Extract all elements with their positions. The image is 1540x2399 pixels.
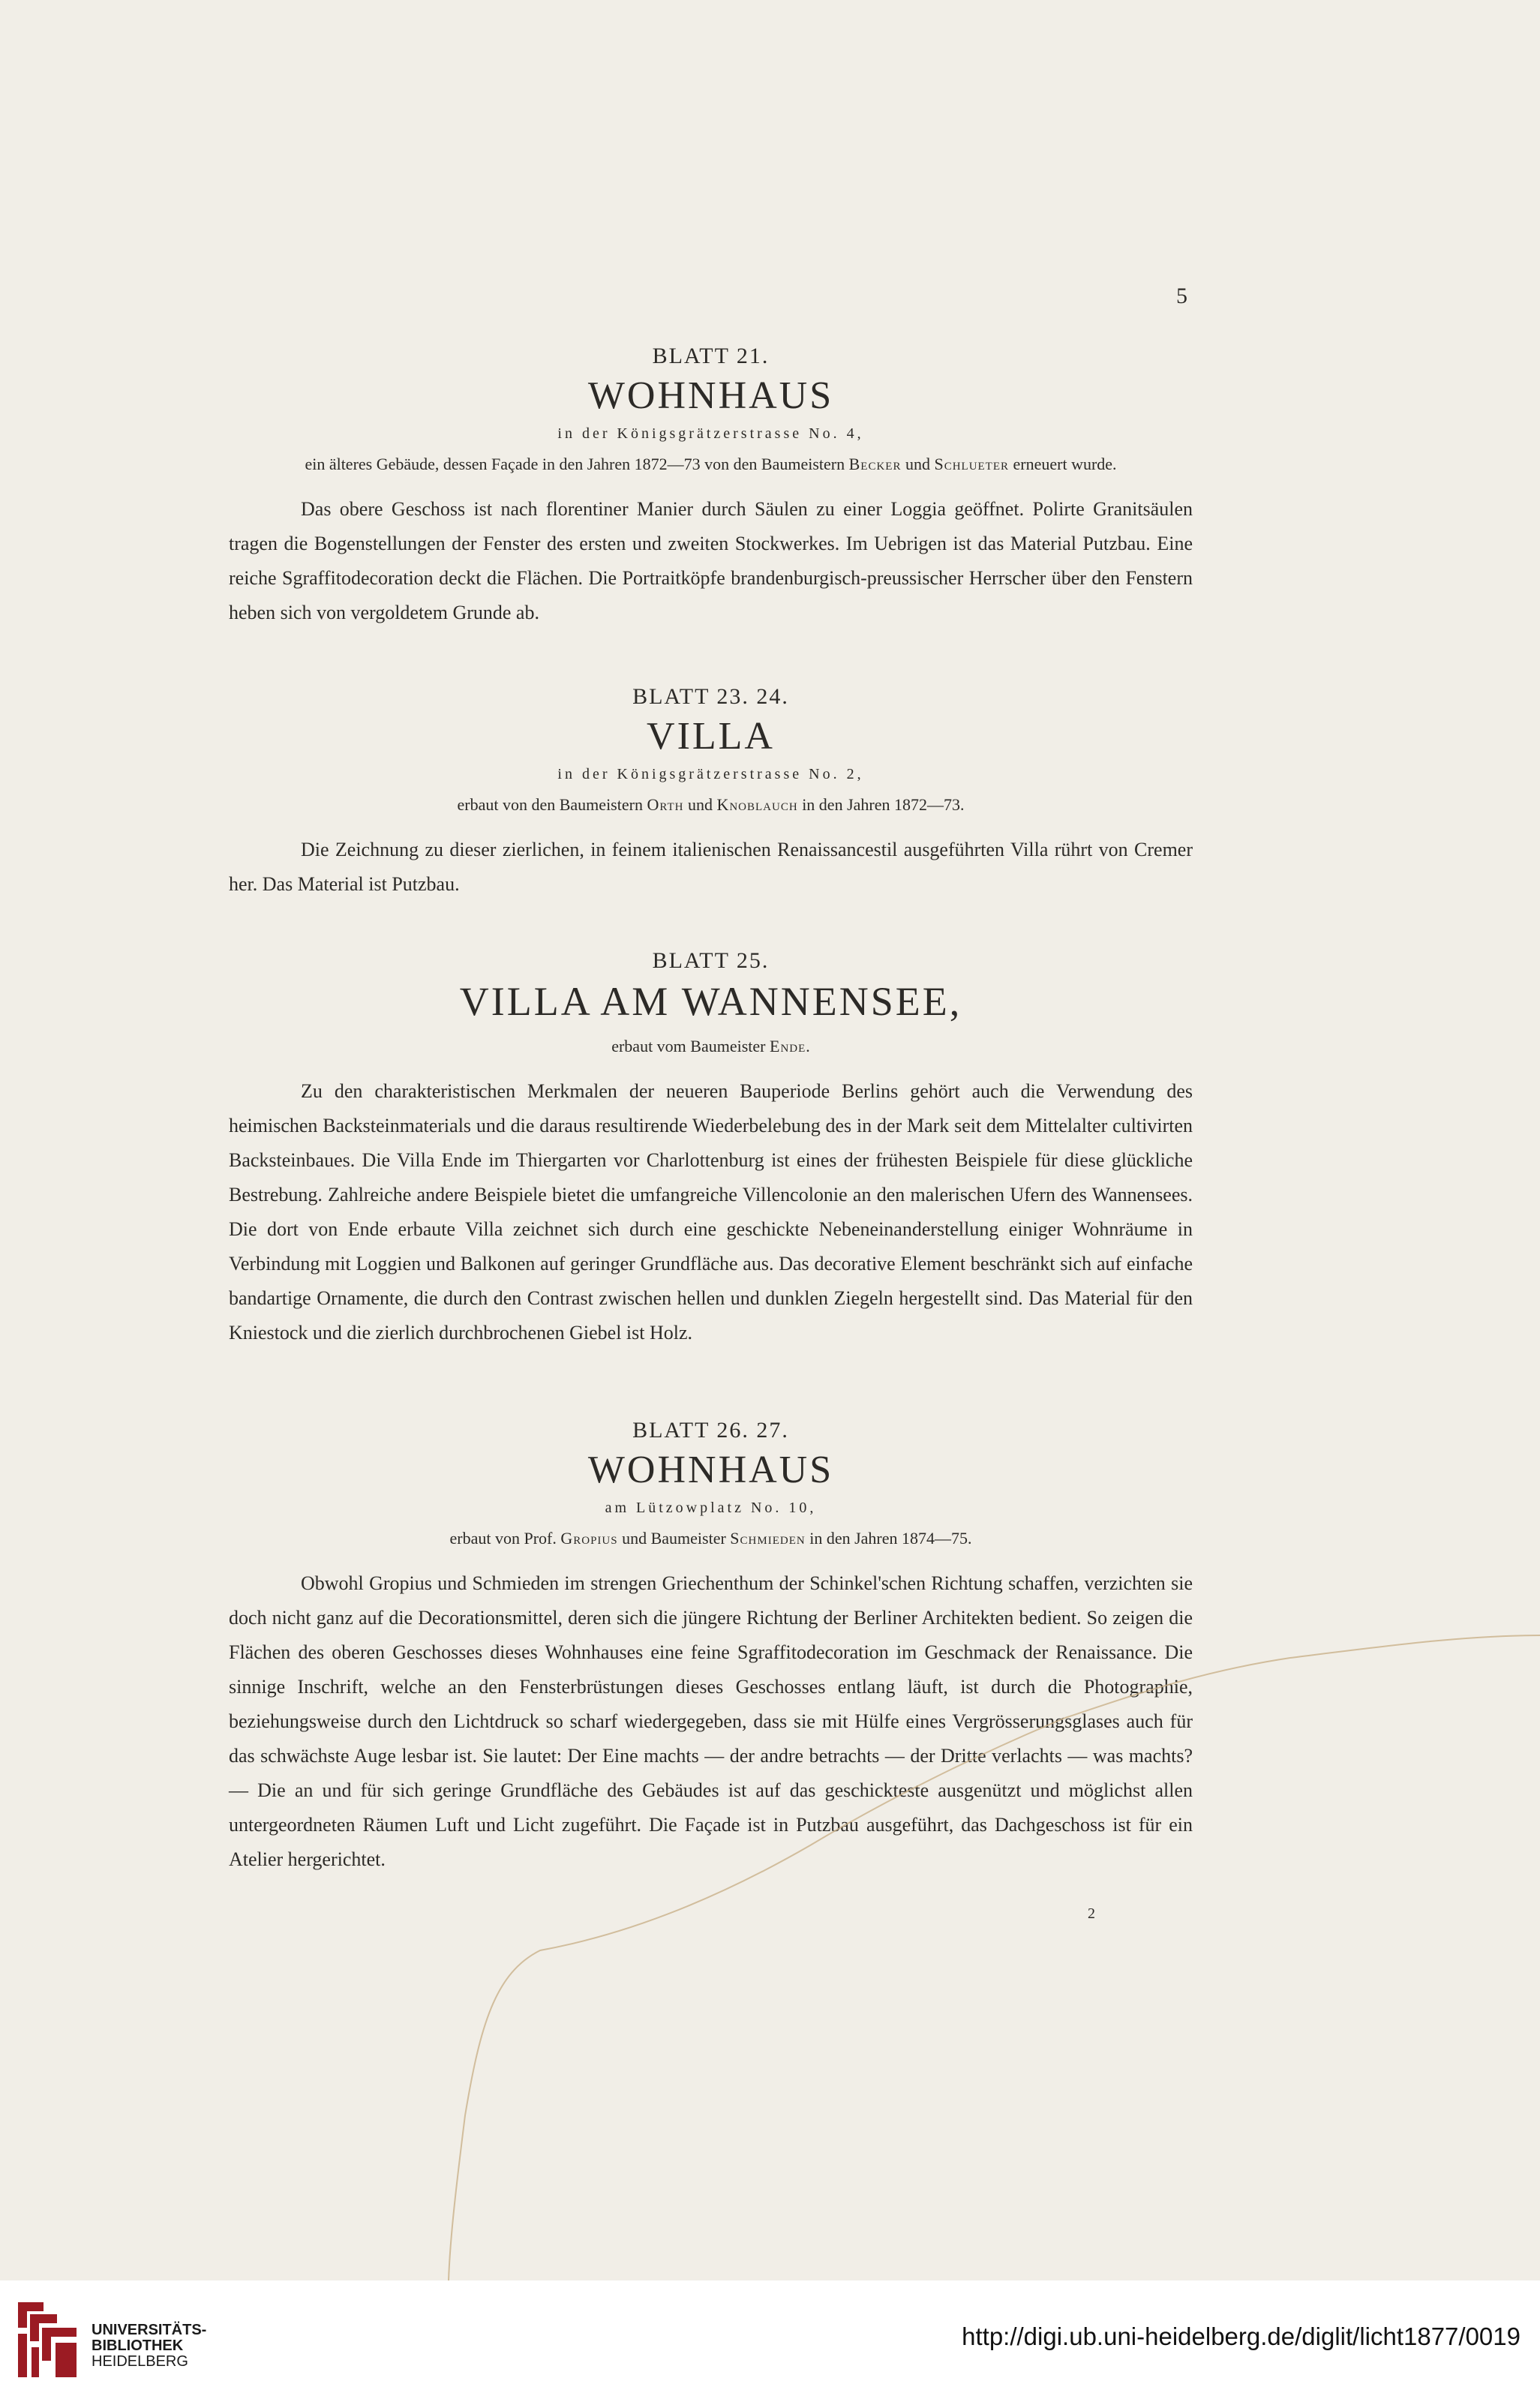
footer-bar [0,2280,1540,2399]
plate-number: BLATT 26. 27. [632,1418,789,1443]
section-blatt-21 [229,344,1193,630]
credit-line: erbaut von Prof. Gropius und Baumeister Schmieden in den Jahren 1874—75. [449,1529,972,1548]
section-blatt-25 [229,948,1193,1350]
section-title: WOHNHAUS [587,1449,834,1491]
university-library-logo-icon [14,2298,81,2382]
section-blatt-23-24 [229,684,1193,902]
plate-number: BLATT 23. 24. [632,684,789,709]
section-blatt-26-27 [229,1418,1193,1877]
body-paragraph: Obwohl Gropius und Schmieden im strengen Griechenthum der Schinkel'schen Richtung schaffen, verzichten sie doch nicht ganz auf die Decorationsmittel, deren sich die jüngere Richtung der Berliner Architekten bedient. So zeigen die Flächen des oberen Geschosses dieses Wohnhauses eine feine Sgraffitodecoration im Geschmack der Renaissance. Die sinnige Inschrift, welche an den Fensterbrüstungen dieses Geschosses entlang läuft, ist durch die Photographie, beziehungsweise durch den Lichtdruck so scharf wiedergegeben, dass sie mit Hülfe eines Vergrösserungsglases auch für das schwächste Auge lesbar ist. Sie lautet: Der Eine machts — der andre betrachts — der Dritte verlachts — was machts? — Die an und für sich geringe Grundfläche des Gebäudes ist auf das geschickteste ausgenützt und möglichst allen untergeordneten Räumen Luft und Licht zugeführt. Die Façade ist in Putzbau ausgeführt, das Dachgeschoss ist für ein Atelier hergerichtet. [229,1572,1193,1870]
section-title: VILLA [647,715,775,758]
library-name: UNIVERSITÄTS- BIBLIOTHEK HEIDELBERG [92,2322,207,2370]
credit-line: erbaut von den Baumeistern Orth und Knoblauch in den Jahren 1872—73. [457,795,965,814]
address-line: in der Königsgrätzerstrasse No. 4, [557,425,864,442]
page-number: 5 [1176,284,1187,308]
body-paragraph: Die Zeichnung zu dieser zierlichen, in feinem italienischen Renaissancestil ausgeführten Villa rührt von Cremer her. Das Material ist Putzbau. [229,839,1193,895]
body-paragraph: Das obere Geschoss ist nach florentiner Manier durch Säulen zu einer Loggia geöffnet. Polirte Granitsäulen tragen die Bogenstellungen der Fenster des ersten und zweiten Stockwerkes. Im Uebrigen ist das Material Putzbau. Eine reiche Sgraffitodecoration deckt die Flächen. Die Portraitköpfe brandenburgisch-preussischer Herrscher über den Fenstern heben sich von vergoldetem Grunde ab. [229,498,1193,623]
plate-number: BLATT 21. [652,344,770,368]
section-title: WOHNHAUS [587,374,834,417]
section-title: VILLA AM WANNENSEE, [459,979,962,1024]
credit-line: ein älteres Gebäude, dessen Façade in den Jahren 1872—73 von den Baumeistern Becker und Schlueter erneuert wurde. [305,455,1117,473]
signature-mark: 2 [1088,1905,1095,1922]
address-line: in der Königsgrätzerstrasse No. 2, [557,766,864,782]
body-paragraph: Zu den charakteristischen Merkmalen der neueren Bauperiode Berlins gehört auch die Verwendung des heimischen Backsteinmaterials und die daraus resultirende Wiederbelebung des in der Mark seit dem Mittelalter cultivirten Backsteinbaues. Die Villa Ende im Thiergarten vor Charlottenburg ist eines der frühesten Beispiele für diese glückliche Bestrebung. Zahlreiche andere Beispiele bietet die umfangreiche Villencolonie an den malerischen Ufern des Wannensees. Die dort von Ende erbaute Villa zeichnet sich durch eine geschickte Nebeneinanderstellung einiger Wohnräume in Verbindung mit Loggien und Balkonen auf geringer Grundfläche aus. Das decorative Element beschränkt sich auf einfache bandartige Ornamente, die durch den Contrast zwischen hellen und dunklen Ziegeln hergestellt sind. Das Material für den Kniestock und die zierlich durchbrochenen Giebel ist Holz. [229,1080,1193,1344]
credit-line: erbaut vom Baumeister Ende. [611,1037,810,1055]
address-line: am Lützowplatz No. 10, [605,1500,817,1516]
source-url-link[interactable]: http://digi.ub.uni-heidelberg.de/diglit/licht1877/0019 [962,2322,1520,2350]
plate-number: BLATT 25. [652,948,770,973]
